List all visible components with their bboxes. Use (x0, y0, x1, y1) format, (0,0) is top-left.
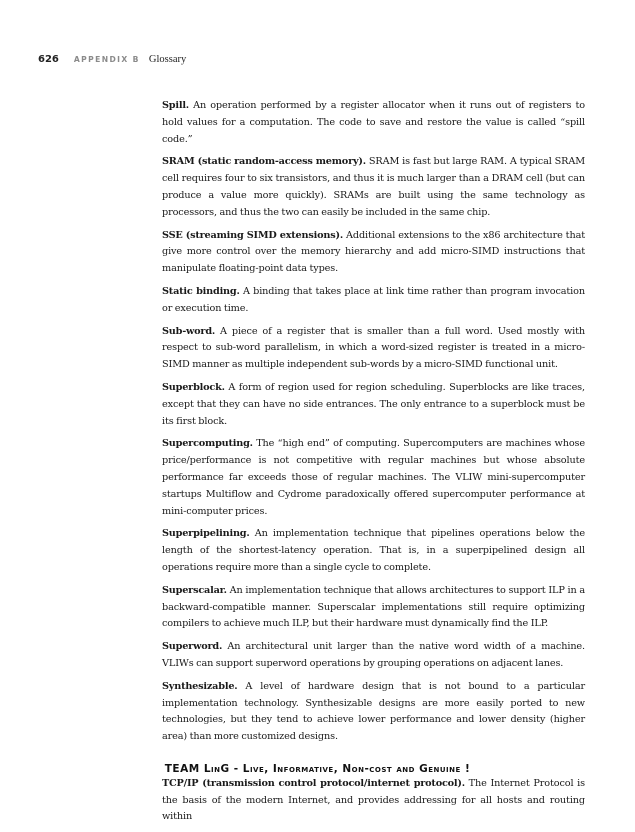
entry-definition: A piece of a register that is smaller than a full word. Used mostly with respect to sub-word parallelism, in which a word-sized register is treated in a micro-SIMD manner as multiple independent sub-words by a micro-SIMD functional unit. (162, 325, 585, 371)
entry-term: Synthesizable. (162, 680, 238, 692)
entry-definition: A binding that takes place at link time rather than program invocation or execution time. (162, 285, 585, 314)
entry-term: Sub-word. (162, 325, 216, 337)
running-head (38, 54, 186, 66)
entry-definition: An architectural unit larger than the native word width of a machine. VLIWs can support superword operations by grouping operations on adjacent lanes. (162, 641, 586, 669)
entry-term: TCP/IP (transmission control protocol/internet protocol). (162, 777, 465, 789)
entry-definition: The “high end” of computing. Supercomputers are machines whose price/performance is not competitive with regular machines but whose absolute performance far exceeds those of regular machines. The VLIW mini-supercomputer startups Multiflow and Cydrome paradoxically offered supercomputer performance at mini-computer prices. (162, 438, 585, 517)
entry-term: Spill. (162, 100, 189, 111)
entry-term: Superblock. (162, 381, 225, 393)
entry-definition: An implementation technique that allows architectures to support ILP in a backward-compatible manner. Superscalar implementations still require optimizing compilers to achieve much ILP, but their hardware must dynamically find the ILP. (162, 584, 586, 630)
glossary-entry-superscalar (162, 583, 585, 633)
glossary-entry-tcp-ip (162, 776, 585, 826)
entry-term: SRAM (static random-access memory). (162, 156, 366, 168)
entry-definition: A form of region used for region scheduling. Superblocks are like traces, except that they can have no side entrances. The only entrance to a superblock must be its first block. (162, 381, 585, 427)
entry-definition: SRAM is fast but large RAM. A typical SRAM cell requires four to six transistors, and thus it is much larger than a DRAM cell (but can produce a value more quickly). SRAMs are built using the same technology as processors, and thus the two can easily be included in the same chip. (162, 156, 585, 218)
entry-term: Superpipelining. (162, 528, 250, 540)
glossary-entry-static-binding (162, 284, 585, 318)
glossary-entry-spill (162, 98, 585, 148)
glossary-entry-superblock (162, 380, 585, 430)
glossary-entry-supercomputing (162, 436, 585, 520)
entry-term: Superword. (162, 641, 223, 653)
entry-definition: A level of hardware design that is not bound to a particular implementation technology. Synthesizable designs are more easily ported to new technologies, but they tend to achieve lower performance and lower density (higher area) than more customized designs. (162, 680, 585, 743)
glossary-entries (162, 98, 585, 832)
footer-banner: TEAM LinG - Live, Informative, Non-cost and Genuine ! (164, 763, 471, 775)
entry-definition: Additional extensions to the x86 architecture that give more control over the memory hierarchy and add micro-SIMD instructions that manipulate floating-point data types. (162, 229, 586, 275)
glossary-entry-sse (162, 228, 585, 278)
entry-term: Superscalar. (162, 584, 227, 596)
entry-definition: The Internet Protocol is the basis of the modern Internet, and provides addressing for all hosts and routing within (162, 777, 586, 823)
entry-term: Supercomputing. (162, 438, 253, 450)
section-title: Glossary (148, 54, 187, 65)
appendix-label: APPENDIX B (73, 55, 140, 64)
entry-term: SSE (streaming SIMD extensions). (162, 229, 344, 241)
glossary-entry-sram (162, 154, 585, 221)
entry-definition: An implementation technique that pipelines operations below the length of the shortest-latency operation. That is, in a superpipelined design all operations require more than a single cycle to complete. (162, 528, 585, 573)
page-number: 626 (38, 54, 59, 65)
glossary-entry-superword (162, 639, 585, 673)
glossary-entry-sub-word (162, 324, 585, 374)
entry-definition: An operation performed by a register allocator when it runs out of registers to hold values for a computation. The code to save and restore the value is called “spill code.” (162, 100, 585, 145)
glossary-entry-superpipelining (162, 526, 585, 576)
entry-term: Static binding. (162, 285, 240, 297)
glossary-entry-synthesizable (162, 679, 585, 746)
